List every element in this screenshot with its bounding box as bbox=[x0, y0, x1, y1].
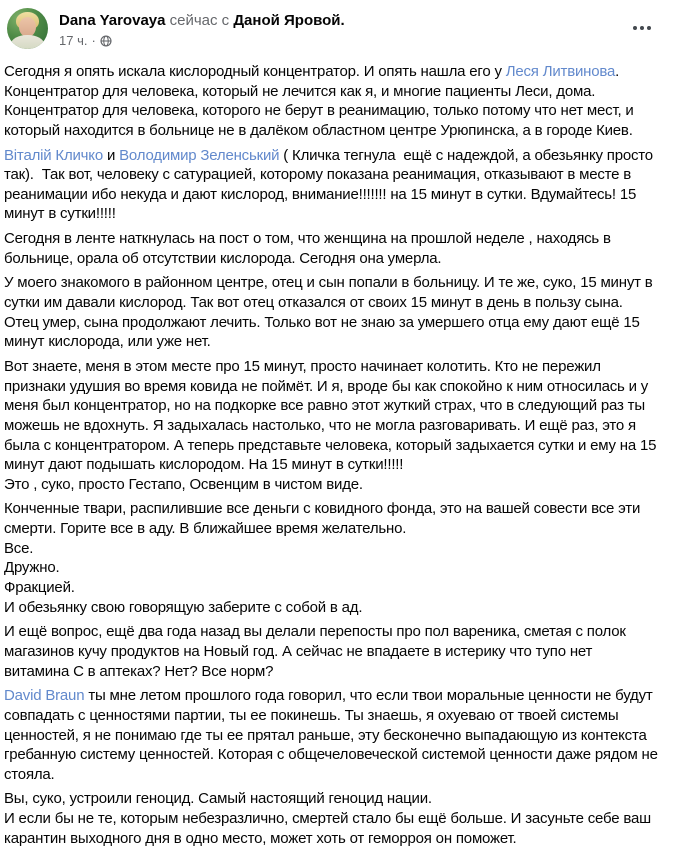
avatar-face bbox=[19, 17, 36, 37]
post-paragraph: David Braun ты мне летом прошлого года говорил, что если твои моральные ценности не будут совпадать с ценностями партии, ты ее покинешь. Ты знаешь, я охуеваю от твоей системы ценностей, я не понимаю где ты ее прятал раньше, эту бесконечно выпадающую из контекста гребанную систему ценностей. Которая с общечеловеческой системой ценности даже рядом не стояла. bbox=[4, 687, 662, 783]
timestamp-link[interactable]: 17 ч. bbox=[59, 33, 88, 48]
header-info bbox=[59, 8, 345, 49]
post-paragraph: Вот знаете, меня в этом месте про 15 минут, просто начинает колотить. Кто не пережил признаки удушия во время ковида не поймёт. И я, вроде бы как спокойно к ним относилась и у меня был концентратор, но на подкорке все равно этот жуткий страх, что в следующий раз ты можешь не вдохнуть. Я задыхалась настолько, что не могла разговаривать. И ещё раз, это я была с концентратором. А теперь представьте человека, который задыхается сутки и ему на 15 минут дают подышать кислородом. На 15 минут в сутки!!!!! Это , суко, просто Гестапо, Освенцим в чистом виде. bbox=[4, 357, 657, 493]
profile-mention-link[interactable]: David Braun bbox=[4, 687, 85, 705]
globe-icon bbox=[100, 35, 112, 47]
profile-mention-link[interactable]: Леся Литвинова bbox=[505, 63, 616, 80]
post-paragraph: И ещё вопрос, ещё два года назад вы делали перепосты про пол вареника, сметая с полок магазинов кучу продуктов на Новый год. А сейчас не впадаете в истерику что тупо нет витамина С в аптеках? Нет? Все норм? bbox=[4, 623, 630, 680]
meta-dot-separator: · bbox=[91, 33, 96, 48]
post-paragraph: Конченные твари, распилившие все деньги с ковидного фонда, это на вашей совести все эти смерти. Горите все в аду. В ближайшее время желательно. Все. Дружно. Фракцией. И обезьянку свою говорящую заберите с собой в ад. bbox=[4, 500, 641, 616]
post-paragraph: Вы, суко, устроили геноцид. Самый настоящий геноцид нации. И если бы не те, которым небезразлично, смертей стало бы ещё больше. И засуньте себе ваш карантин выходного дня в одно место, может хоть от геморроя он поможет. bbox=[4, 790, 651, 847]
meta-line bbox=[59, 33, 345, 49]
author-name-link[interactable]: Dana Yarovaya bbox=[59, 12, 166, 29]
author-avatar[interactable] bbox=[7, 8, 48, 49]
post-paragraph: Сегодня я опять искала кислородный концентратор. И опять нашла его у Леся Литвинова. Концентратор для человека, который не лечится как я, и многие пациенты Леси, дома. Концентратор для человека, которого не берут в реанимацию, только потому что нет мест, и который находится в больнице не в далёком областном центре Урюпинска, а в городе Киев. bbox=[4, 63, 638, 139]
profile-mention-link[interactable]: Володимир Зеленський bbox=[119, 146, 280, 164]
more-options-button[interactable] bbox=[627, 20, 657, 36]
ellipsis-icon bbox=[633, 26, 637, 30]
tagged-name-link[interactable]: Даной Яровой. bbox=[233, 12, 345, 29]
post-text bbox=[0, 49, 673, 848]
post-paragraph: Сегодня в ленте наткнулась на пост о том, что женщина на прошлой неделе , находясь в больнице, орала об отсутствии кислорода. Сегодня она умерла. bbox=[4, 230, 615, 267]
post-paragraph: Віталій Кличко и Володимир Зеленський ( Кличка тегнула ещё с надеждой, а обезьянку просто так). Так вот, человеку с сатурацией, которому показана реанимация, отказывают в месте в реанимации ибо некуда и дают кислород, внимание!!!!!!! на 15 минут в сутки. Вдумайтесь! 15 минут в сутки!!!!! bbox=[4, 146, 657, 223]
profile-mention-link[interactable]: Віталій Кличко bbox=[4, 146, 103, 164]
tag-context-text: сейчас с bbox=[169, 12, 230, 29]
avatar-shoulders bbox=[11, 35, 44, 49]
name-line bbox=[59, 11, 345, 30]
post-paragraph: У моего знакомого в районном центре, отец и сын попали в больницу. И те же, суко, 15 минут в сутки им давали кислород. Так вот отец отказался от своих 15 минут в день в пользу сына. Отец умер, сына продолжают лечить. Только вот не знаю за умершего отца ему дают ещё 15 минут кислорода, или уже нет. bbox=[4, 274, 657, 351]
post-header bbox=[0, 0, 673, 49]
